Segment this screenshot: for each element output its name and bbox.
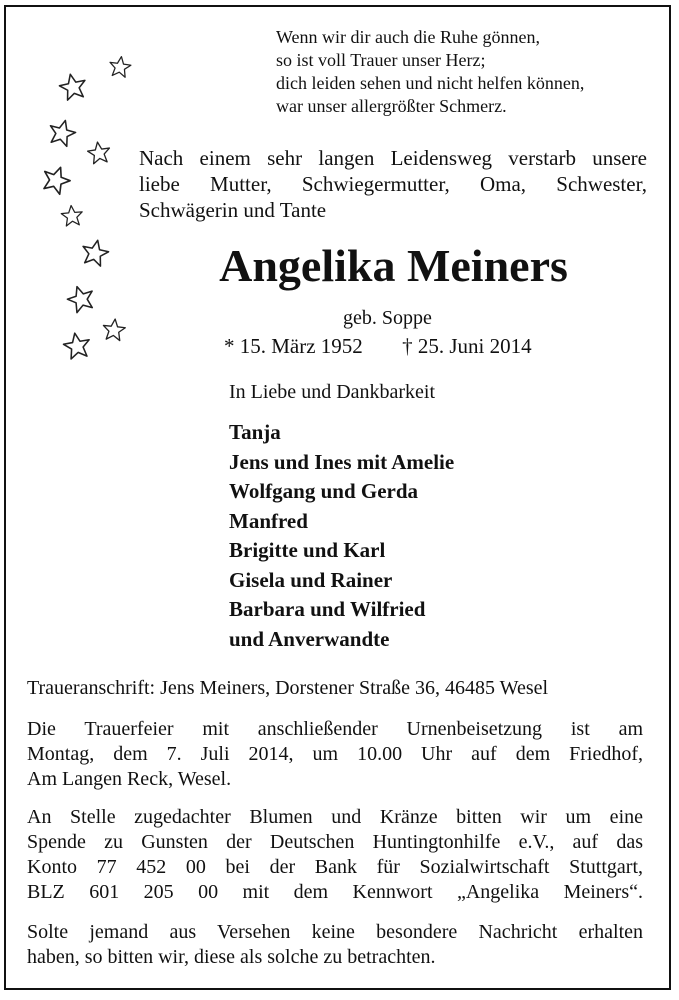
star-icon	[108, 55, 132, 78]
ceremony-text	[27, 717, 643, 792]
poem-line: so ist voll Trauer unser Herz;	[276, 50, 486, 70]
deceased-name-wrapper	[0, 238, 679, 294]
star-icon	[61, 205, 84, 227]
poem-line: Wenn wir dir auch die Ruhe gönnen,	[276, 27, 540, 47]
birth-date: * 15. März 1952	[224, 334, 363, 358]
donation-text	[27, 805, 643, 905]
star-icon	[46, 117, 78, 148]
family-member: Brigitte und Karl	[229, 538, 386, 562]
donation-line: An Stelle zugedachter Blumen und Kränze bitten wir um eine	[27, 806, 643, 828]
poem-line: war unser allergrößter Schmerz.	[276, 96, 507, 116]
birth-name: geb. Soppe	[343, 307, 432, 329]
gratitude-line: In Liebe und Dankbarkeit	[229, 381, 436, 403]
death-date: † 25. Juni 2014	[402, 334, 532, 358]
family-list	[229, 418, 454, 654]
donation-line: Spende zu Gunsten der Deutschen Huntingtonhilfe e.V., auf das	[27, 831, 643, 853]
family-member: und Anverwandte	[229, 626, 390, 651]
family-member: Wolfgang und Gerda	[229, 479, 419, 503]
deceased-name: Angelika Meiners	[219, 240, 568, 291]
ceremony-line: Die Trauerfeier mit anschließender Urnenbeisetzung ist am	[27, 718, 643, 740]
star-icon	[87, 141, 112, 165]
donation-line: Konto 77 452 00 bei der Bank für Sozialwirtschaft Stuttgart,	[27, 856, 643, 878]
mourning-address: Traueranschrift: Jens Meiners, Dorstener Straße 36, 46485 Wesel	[27, 677, 549, 699]
donation-line: BLZ 601 205 00 mit dem Kennwort „Angelika Meiners“.	[27, 881, 643, 903]
poem	[276, 26, 584, 118]
family-member: Tanja	[229, 420, 281, 444]
intro-line: Nach einem sehr langen Leidensweg verstarb unsere	[139, 146, 647, 170]
family-member: Gisela und Rainer	[229, 567, 393, 592]
poem-line: dich leiden sehen und nicht helfen können,	[276, 73, 585, 93]
star-icon	[58, 72, 89, 102]
stars-decoration	[0, 0, 160, 380]
ceremony-line: Montag, dem 7. Juli 2014, um 10.00 Uhr auf dem Friedhof,	[27, 743, 643, 765]
notice-line: Solte jemand aus Versehen keine besondere Nachricht erhalten	[27, 921, 643, 943]
star-icon	[102, 318, 126, 341]
intro-line: liebe Mutter, Schwiegermutter, Oma, Schwester,	[139, 172, 647, 196]
family-member: Manfred	[229, 508, 308, 533]
intro-line: Schwägerin und Tante	[139, 198, 327, 222]
intro-text	[139, 145, 647, 223]
notice-text	[27, 920, 643, 970]
family-member: Jens und Ines mit Amelie	[229, 449, 455, 474]
family-member: Barbara und Wilfried	[229, 597, 426, 621]
ceremony-line: Am Langen Reck, Wesel.	[27, 768, 232, 790]
star-icon	[39, 163, 73, 196]
life-dates	[224, 333, 532, 359]
star-icon	[62, 331, 92, 360]
notice-line: haben, so bitten wir, diese als solche zu betrachten.	[27, 946, 436, 968]
